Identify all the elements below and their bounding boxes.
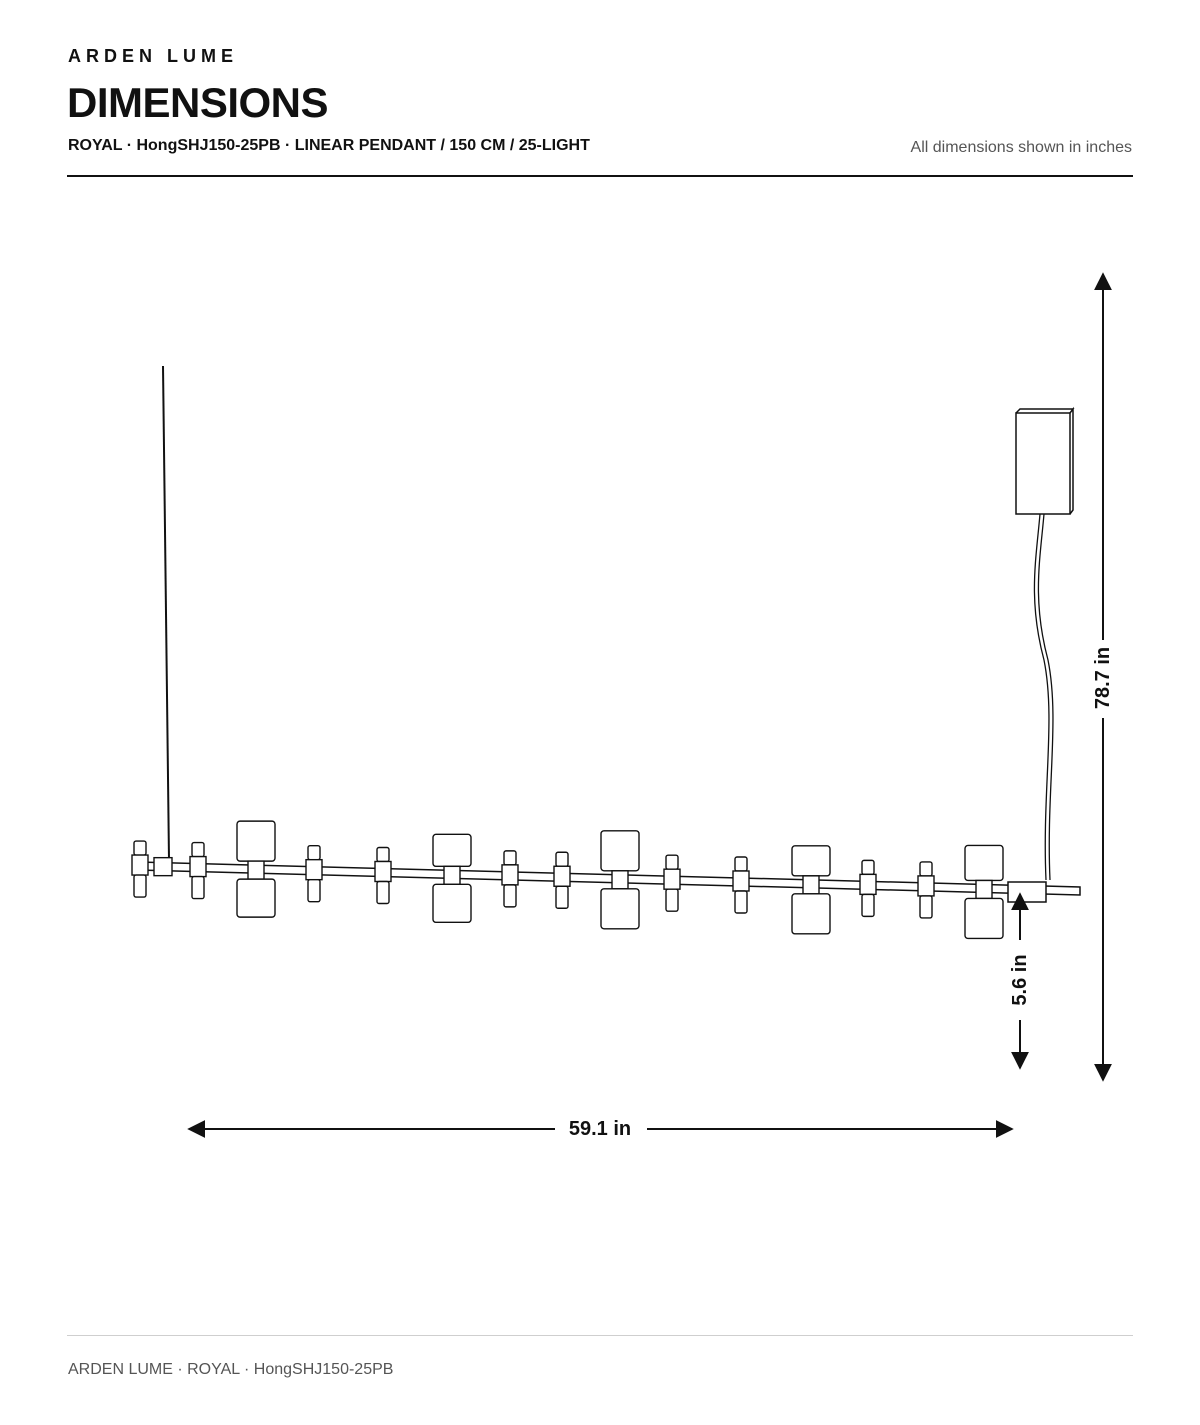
- small-light-top: [308, 846, 320, 860]
- large-light-top: [965, 845, 1003, 880]
- footer-text: ARDEN LUME · ROYAL · HongSHJ150-25PB: [68, 1361, 394, 1378]
- product-subtitle: ROYAL · HongSHJ150-25PB · LINEAR PENDANT / 150 CM / 25-LIGHT: [68, 137, 590, 154]
- small-light-bottom: [308, 880, 320, 902]
- small-light-top: [735, 857, 747, 871]
- large-light-bottom: [792, 894, 830, 934]
- small-light-bottom: [134, 875, 146, 897]
- brand-name: ARDEN LUME: [68, 46, 238, 66]
- small-light-top: [377, 848, 389, 862]
- large-light-top: [601, 831, 639, 871]
- large-light-connector: [248, 861, 264, 879]
- small-light-top: [192, 843, 204, 857]
- large-light-bottom: [965, 898, 1003, 938]
- small-light-bottom: [192, 877, 204, 899]
- small-light-connector: [306, 860, 322, 880]
- small-light-connector: [375, 862, 391, 882]
- width-label: 59.1 in: [568, 1118, 632, 1140]
- units-note: All dimensions shown in inches: [910, 139, 1132, 156]
- large-light-connector: [444, 866, 460, 884]
- small-light-connector: [860, 874, 876, 894]
- large-light-connector: [803, 876, 819, 894]
- power-cable: [1034, 514, 1053, 880]
- large-light-top: [792, 846, 830, 876]
- large-light-bottom: [601, 889, 639, 929]
- small-light-connector: [190, 857, 206, 877]
- small-light-bottom: [504, 885, 516, 907]
- fixture-end-cap: [1008, 882, 1046, 902]
- small-light-top: [504, 851, 516, 865]
- large-light-bottom: [433, 884, 471, 922]
- small-light-top: [666, 855, 678, 869]
- small-light-top: [862, 860, 874, 874]
- small-light-connector: [502, 865, 518, 885]
- light-heads: [132, 821, 1003, 938]
- large-light-top: [237, 821, 275, 861]
- small-light-top: [920, 862, 932, 876]
- small-light-bottom: [556, 886, 568, 908]
- left-suspension-cable: [163, 366, 169, 860]
- small-light-top: [556, 852, 568, 866]
- canopy-box: [1016, 409, 1073, 514]
- footer-divider: [67, 1335, 1133, 1336]
- small-light-bottom: [666, 889, 678, 911]
- small-light-bottom: [735, 891, 747, 913]
- small-light-bottom: [862, 894, 874, 916]
- large-light-top: [433, 834, 471, 866]
- small-light-connector: [554, 866, 570, 886]
- small-light-bottom: [377, 882, 389, 904]
- bar-connector: [154, 858, 172, 876]
- small-light-connector: [918, 876, 934, 896]
- large-light-connector: [612, 871, 628, 889]
- overall-height-label: 78.7 in: [1092, 646, 1114, 710]
- large-light-bottom: [237, 879, 275, 917]
- small-light-connector: [733, 871, 749, 891]
- small-light-connector: [664, 869, 680, 889]
- large-light-connector: [976, 880, 992, 898]
- small-light-bottom: [920, 896, 932, 918]
- fixture-height-label: 5.6 in: [1009, 954, 1031, 1006]
- small-light-top: [134, 841, 146, 855]
- small-light-connector: [132, 855, 148, 875]
- page-title: DIMENSIONS: [67, 79, 329, 126]
